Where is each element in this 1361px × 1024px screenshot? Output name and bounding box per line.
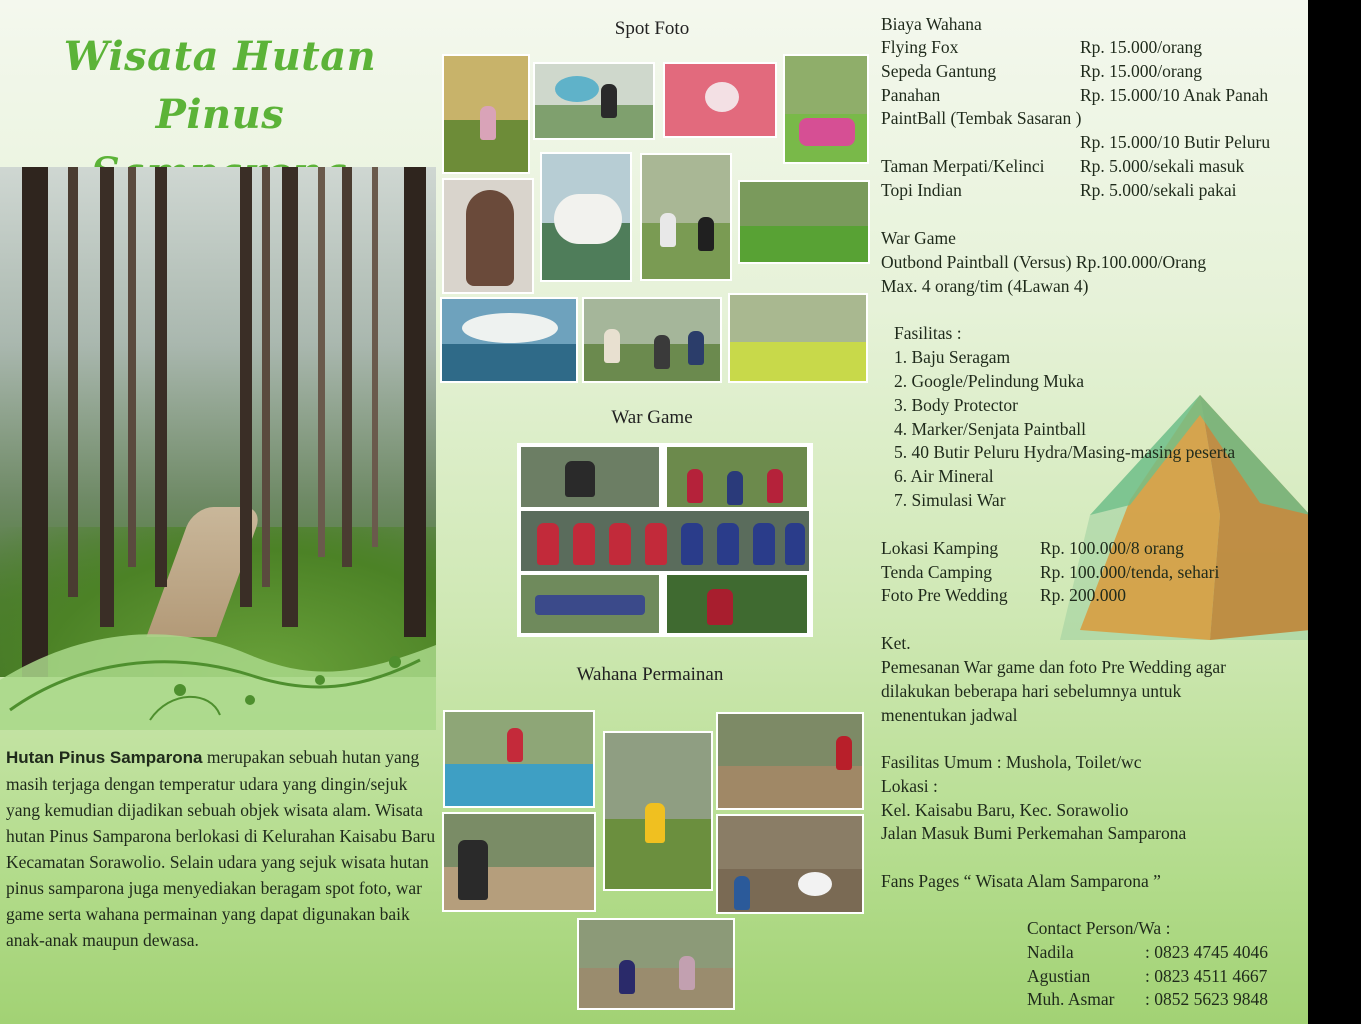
fasilitas-item: 2. Google/Pelindung Muka xyxy=(894,371,1085,391)
fans-page: Fans Pages “ Wisata Alam Samparona ” xyxy=(881,871,1161,891)
spot-photo-7 xyxy=(640,153,732,281)
war-game-price-heading: War Game xyxy=(881,228,956,248)
spot-photo-1 xyxy=(442,54,530,174)
ket-heading: Ket. xyxy=(881,633,911,653)
swirl-ornament xyxy=(0,620,436,730)
description-text xyxy=(6,744,436,953)
spot-photo-3 xyxy=(663,62,777,138)
wahana-photo-5 xyxy=(716,814,864,914)
contact-phone: : 0823 4745 4046 xyxy=(1145,942,1268,962)
spot-photo-11 xyxy=(728,293,868,383)
spot-photo-8 xyxy=(738,180,870,264)
fasilitas-item: 5. 40 Butir Peluru Hydra/Masing-masing peserta xyxy=(894,442,1236,462)
biaya-item-name: Panahan xyxy=(881,85,941,105)
spot-photo-4 xyxy=(783,54,869,164)
biaya-item-price: Rp. 15.000/10 Butir Peluru xyxy=(1080,132,1271,152)
title-line-1: Wisata Hutan Pinus xyxy=(63,33,377,138)
fasilitas-item: 6. Air Mineral xyxy=(894,466,994,486)
contact-heading: Contact Person/Wa : xyxy=(1027,918,1171,938)
lokasi-label: Lokasi : xyxy=(881,776,938,796)
biaya-item-price: Rp. 15.000/orang xyxy=(1080,61,1203,81)
fasilitas-heading: Fasilitas : xyxy=(894,323,962,343)
description-lead: Hutan Pinus Samparona xyxy=(6,748,203,767)
contact-phone: : 0823 4511 4667 xyxy=(1145,966,1268,986)
biaya-item-price: Rp. 5.000/sekali masuk xyxy=(1080,156,1245,176)
camping-price: Rp. 100.000/8 orang xyxy=(1040,538,1184,558)
spot-photo-2 xyxy=(533,62,655,140)
wahana-photo-4 xyxy=(442,812,596,912)
fasilitas-item: 4. Marker/Senjata Paintball xyxy=(894,419,1086,439)
spot-photo-5 xyxy=(442,178,534,294)
forest-photo xyxy=(0,167,436,677)
fasilitas-item: 7. Simulasi War xyxy=(894,490,1006,510)
contact-name: Agustian xyxy=(1027,966,1091,986)
camping-price: Rp. 100.000/tenda, sehari xyxy=(1040,562,1220,582)
biaya-item-name: Flying Fox xyxy=(881,37,959,57)
wahana-heading: Wahana Permainan xyxy=(576,664,724,685)
contact-phone: : 0852 5623 9848 xyxy=(1145,989,1268,1009)
wahana-photo-1 xyxy=(443,710,595,808)
lokasi-line-2: Jalan Masuk Bumi Perkemahan Samparona xyxy=(881,823,1187,843)
ket-line: menentukan jadwal xyxy=(881,705,1018,725)
contact-name: Muh. Asmar xyxy=(1027,989,1115,1009)
camping-name: Foto Pre Wedding xyxy=(881,585,1008,605)
biaya-item-name: Sepeda Gantung xyxy=(881,61,997,81)
wahana-photo-2 xyxy=(603,731,713,891)
camping-name: Tenda Camping xyxy=(881,562,993,582)
camping-name: Lokasi Kamping xyxy=(881,538,999,558)
spot-photo-9 xyxy=(440,297,578,383)
wahana-photo-6 xyxy=(577,918,735,1010)
camping-price: Rp. 200.000 xyxy=(1040,585,1127,605)
war-game-line-2: Max. 4 orang/tim (4Lawan 4) xyxy=(881,276,1089,296)
description-body: merupakan sebuah hutan yang masih terjaga dengan temperatur udara yang dingin/sejuk yang kemudian dijadikan sebuah objek wisata alam. Wisata hutan Pinus Samparona berlokasi di Kelurahan Kaisabu Baru Kecamatan Sorawolio. Selain udara yang sejuk wisata hutan pinus samparona juga menyediakan beragam spot foto, war game serta wahana permainan yang dapat digunakan baik anak-anak maupun dewasa. xyxy=(6,747,436,950)
war-game-heading: War Game xyxy=(611,407,693,428)
biaya-item-name: Topi Indian xyxy=(881,180,962,200)
war-game-line-1: Outbond Paintball (Versus) Rp.100.000/Orang xyxy=(881,252,1207,272)
biaya-item-price: Rp. 5.000/sekali pakai xyxy=(1080,180,1237,200)
ket-line: Pemesanan War game dan foto Pre Wedding agar xyxy=(881,657,1226,677)
biaya-heading: Biaya Wahana xyxy=(881,14,982,34)
spot-foto-heading: Spot Foto xyxy=(614,18,690,39)
black-margin xyxy=(1308,0,1361,1024)
fasilitas-item: 3. Body Protector xyxy=(894,395,1018,415)
wahana-photo-3 xyxy=(716,712,864,810)
biaya-item-name: PaintBall (Tembak Sasaran ) xyxy=(881,108,1082,128)
lokasi-line-1: Kel. Kaisabu Baru, Kec. Sorawolio xyxy=(881,800,1129,820)
biaya-item-name: Taman Merpati/Kelinci xyxy=(881,156,1045,176)
spot-photo-6 xyxy=(540,152,632,282)
fasilitas-umum: Fasilitas Umum : Mushola, Toilet/wc xyxy=(881,752,1142,772)
biaya-item-price: Rp. 15.000/10 Anak Panah xyxy=(1080,85,1269,105)
war-game-collage xyxy=(517,443,813,637)
biaya-item-price: Rp. 15.000/orang xyxy=(1080,37,1203,57)
contact-name: Nadila xyxy=(1027,942,1074,962)
spot-photo-10 xyxy=(582,297,722,383)
ket-line: dilakukan beberapa hari sebelumnya untuk xyxy=(881,681,1182,701)
fasilitas-item: 1. Baju Seragam xyxy=(894,347,1011,367)
